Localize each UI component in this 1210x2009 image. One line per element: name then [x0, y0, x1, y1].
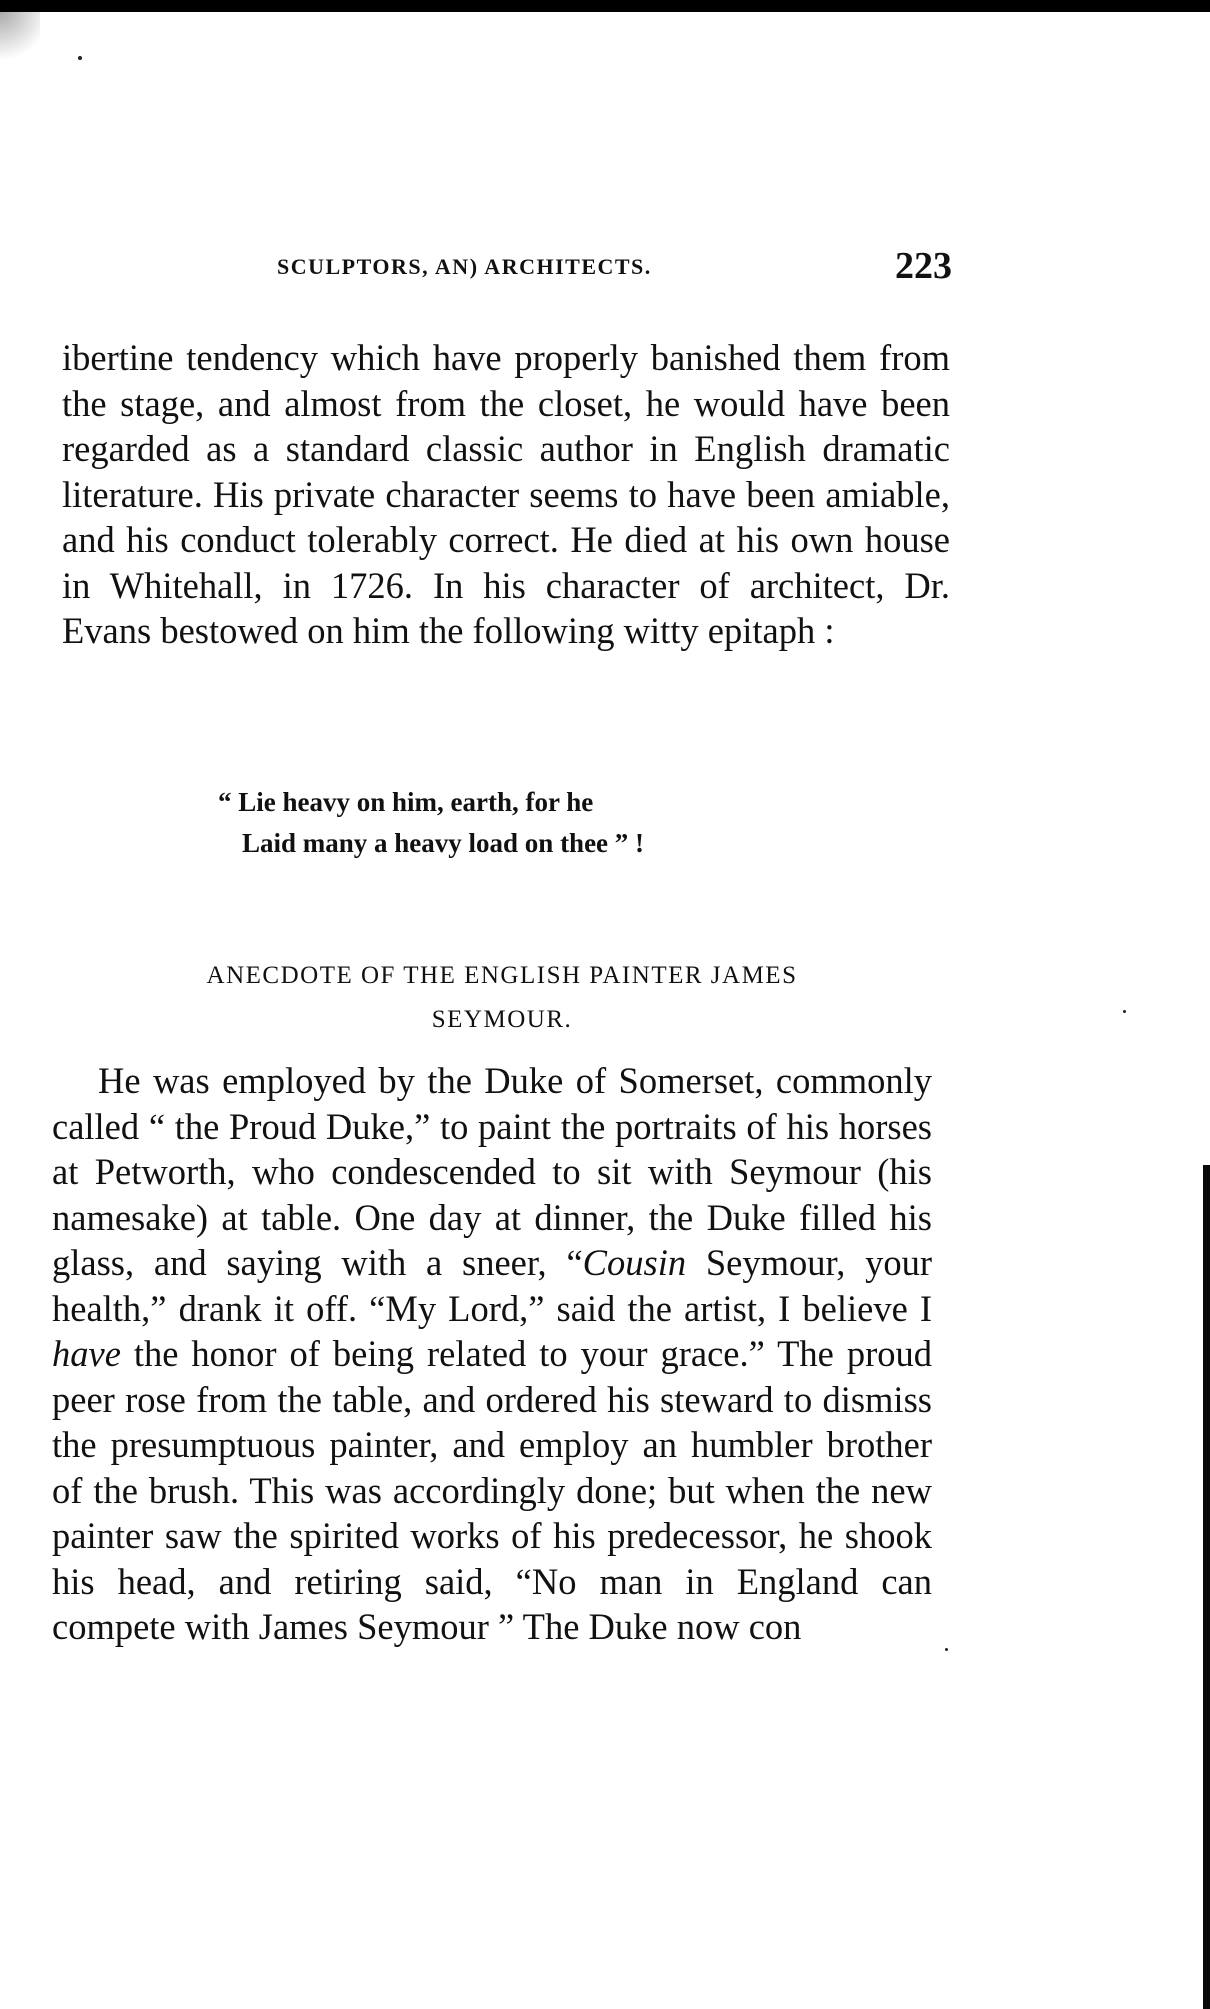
page-number: 223: [895, 245, 952, 287]
page-right-edge: [1203, 1165, 1210, 2009]
anecdote-paragraph: [52, 1058, 932, 1650]
section-heading-line-1: ANECDOTE OF THE ENGLISH PAINTER JAMES: [206, 962, 798, 989]
anecdote-italic-have: have: [52, 1333, 121, 1374]
epitaph-line-2: Laid many a heavy load on thee ” !: [242, 828, 645, 858]
running-head: [62, 245, 952, 290]
anecdote-text-part-1: He was employed by the Duke of Somerset, commonly called “ the Proud Duke,” to paint the portraits of his horses at Petworth, who condescended to sit with Seymour (his namesake) at table. One day at dinner, the Duke filled his glass, and saying with a sneer, “: [52, 1060, 932, 1283]
scan-speck: [78, 56, 82, 60]
page-top-edge: [0, 0, 1210, 12]
anecdote-text-part-2: Seymour, your health,” drank it off. “My Lord,” said the artist, I believe I: [52, 1242, 932, 1329]
scan-speck: [1123, 1010, 1126, 1013]
epitaph: [218, 782, 644, 864]
section-heading: [62, 954, 942, 1042]
epitaph-line-1: “ Lie heavy on him, earth, for he: [218, 787, 594, 817]
scan-speck: [945, 1648, 948, 1651]
anecdote-text-part-3: the honor of being related to your grace.” The proud peer rose from the table, and ordered his steward to dismiss the presumptuous painter, and employ an humbler brother of the brush. This was accordingly done; but when the new painter saw the spirited works of his predecessor, he shook his head, and retiring said, “No man in England can compete with James Seymour ” The Duke now con: [52, 1333, 932, 1647]
passage-top: ibertine tendency which have properly banished them from the stage, and almost from the closet, he would have been regarded as a standard classic author in English dramatic literature. His private character seems to have been amiable, and his conduct tolerably correct. He died at his own house in Whitehall, in 1726. In his character of architect, Dr. Evans bestowed on him the following witty epitaph :: [62, 337, 950, 651]
anecdote-italic-cousin: Cousin: [582, 1242, 687, 1283]
scan-corner-noise: [0, 10, 40, 70]
running-title: SCULPTORS, AN) ARCHITECTS.: [277, 254, 652, 279]
section-heading-line-2: SEYMOUR.: [431, 1006, 573, 1033]
